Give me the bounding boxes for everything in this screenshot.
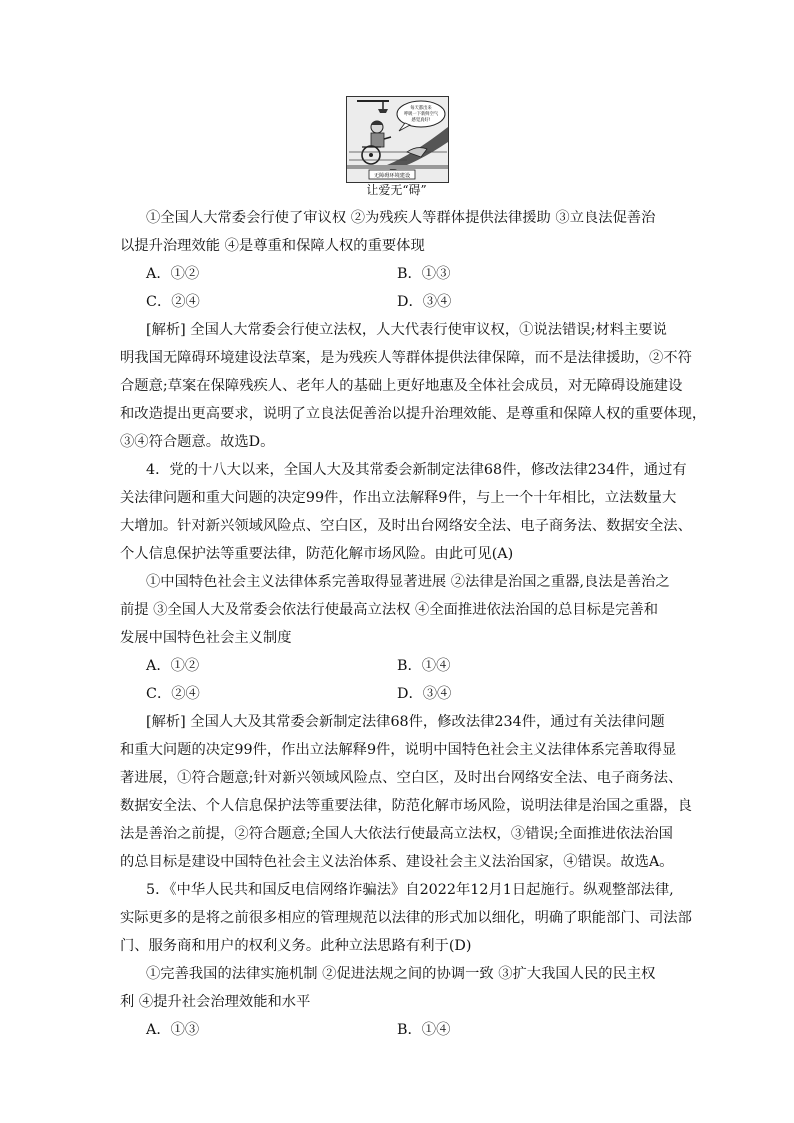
q3-analysis-line-1: [解析] 全国人大常委会行使立法权，人大代表行使审议权，①说法错误;材料主要说 [146, 322, 667, 338]
q5-stem-line-2: 实际更多的是将之前很多相应的管理规范以法律的形式加以细化，明确了职能部门、司法部 [120, 910, 692, 926]
q5-statements-line-1: ①完善我国的法律实施机制 ②促进法规之间的协调一致 ③扩大我国人民的民主权 [146, 966, 656, 982]
q4-stem-line-4: 个人信息保护法等重要法律，防范化解市场风险。由此可见(A) [120, 546, 514, 562]
q5-option-b: B．①④ [397, 1022, 451, 1038]
q4-option-b: B．①④ [397, 658, 451, 674]
q3-analysis-line-2: 明我国无障碍环境建设法草案，是为残疾人等群体提供法律保障，而不是法律援助，②不符 [120, 350, 692, 366]
q3-option-c: C．②④ [146, 294, 200, 310]
q4-stem-line-2: 关法律问题和重大问题的决定99件，作出立法解释9件，与上一个十年相比，立法数量大 [120, 490, 677, 506]
q4-stem-line-1: 4．党的十八大以来，全国人大及其常委会新制定法律68件，修改法律234件，通过有 [146, 462, 687, 478]
q4-statements-line-2: 前提 ③全国人大及常委会依法行使最高立法权 ④全面推进依法治国的总目标是完善和 [120, 602, 659, 618]
q4-analysis-line-6: 的总目标是建设中国特色社会主义法治体系、建设社会主义法治国家，④错误。故选A。 [120, 854, 674, 870]
q4-analysis-line-3: 著进展，①符合题意;针对新兴领域风险点、空白区，及时出台网络安全法、电子商务法、 [120, 770, 683, 786]
q3-option-d: D．③④ [397, 294, 452, 310]
q3-analysis-line-5: ③④符合题意。故选D。 [120, 434, 275, 450]
q5-statements-line-2: 利 ④提升社会治理效能和水平 [120, 994, 311, 1010]
q4-stem-line-3: 大增加。针对新兴领域风险点、空白区，及时出台网络安全法、电子商务法、数据安全法、 [120, 518, 692, 534]
q3-statements-line-2: 以提升治理效能 ④是尊重和保障人权的重要体现 [120, 238, 425, 254]
figure-caption: 让爱无“碍” [366, 183, 427, 197]
q3-option-b: B．①③ [397, 266, 451, 282]
q4-analysis-line-4: 数据安全法、个人信息保护法等重要法律，防范化解市场风险，说明法律是治国之重器，良 [120, 798, 692, 814]
q5-option-a: A．①③ [146, 1022, 200, 1038]
bubble-line-1: 每天都出来 [410, 106, 432, 111]
cartoon-figure [346, 96, 449, 183]
q4-option-d: D．③④ [397, 686, 452, 702]
q3-analysis-line-4: 和改造提出更高要求，说明了立良法促善治以提升治理效能、是尊重和保障人权的重要体现， [120, 406, 707, 422]
bubble-line-3: 感觉真好! [411, 118, 431, 123]
q4-option-c: C．②④ [146, 686, 200, 702]
q4-analysis-line-1: [解析] 全国人大及其常委会新制定法律68件，修改法律234件，通过有关法律问题 [146, 714, 665, 730]
q3-analysis-line-3: 合题意;草案在保障残疾人、老年人的基础上更好地惠及全体社会成员，对无障碍设施建设 [120, 378, 683, 394]
q3-statements-line-1: ①全国人大常委会行使了审议权 ②为残疾人等群体提供法律援助 ③立良法促善治 [146, 210, 656, 226]
q5-stem-line-3: 门、服务商和用户的权利义务。此种立法思路有利于(D) [120, 938, 472, 954]
q4-statements-line-3: 发展中国特色社会主义制度 [120, 630, 292, 646]
q3-option-a: A．①② [146, 266, 200, 282]
q4-statements-line-1: ①中国特色社会主义法律体系完善取得显著进展 ②法律是治国之重器,良法是善治之 [146, 574, 670, 590]
cartoon-illustration [347, 97, 448, 182]
q4-option-a: A．①② [146, 658, 200, 674]
sign-text: 无障碍环境建设 [373, 173, 411, 179]
q5-stem-line-1: 5．《中华人民共和国反电信网络诈骗法》自2022年12月1日起施行。纵观整部法律, [146, 882, 674, 898]
q4-analysis-line-5: 法是善治之前提，②符合题意;全国人大依法行使最高立法权，③错误;全面推进依法治国 [120, 826, 673, 842]
q4-analysis-line-2: 和重大问题的决定99件，作出立法解释9件，说明中国特色社会主义法律体系完善取得显 [120, 742, 677, 758]
bubble-line-2: 呼吸一下新鲜空气 [403, 112, 439, 117]
